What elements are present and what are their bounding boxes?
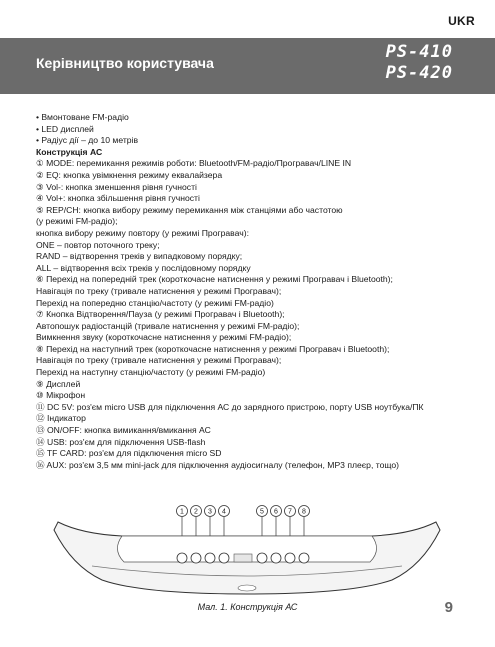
callout-label: 6 xyxy=(274,508,278,516)
rep-ch-button[interactable] xyxy=(257,553,267,563)
callout-label: 4 xyxy=(222,508,226,516)
play-pause-button[interactable] xyxy=(285,553,295,563)
eq-button[interactable] xyxy=(191,553,201,563)
front-port xyxy=(238,585,256,591)
spec-line: Навігація по треку (тривале натиснення у режимі Програвач); xyxy=(36,285,282,296)
spec-line: Вимкнення звуку (короткочасне натиснення у режимі FM-радіо); xyxy=(36,332,292,343)
spec-line: ④ Vol+: кнопка збільшення рівня гучності xyxy=(36,193,200,204)
model-name-ps420: PS-420 xyxy=(385,63,453,83)
spec-line: ⑨ Дисплей xyxy=(36,378,81,389)
spec-line: ⑪ DC 5V: роз'єм micro USB для підключення АС до зарядного пристрою, порту USB ноутбука/ПК xyxy=(36,401,424,412)
spec-line: ① MODE: перемикання режимів роботи: Bluetooth/FM-радіо/Програвач/LINE IN xyxy=(36,158,352,169)
page-number: 9 xyxy=(444,599,453,616)
spec-line: ⑧ Перехід на наступний трек (короткочасне натиснення у режимі Програвач і Bluetooth); xyxy=(36,343,390,354)
spec-line: ⑤ REP/CH: кнопка вибору режиму перемикання між станціями або частотою xyxy=(36,204,343,215)
spec-line: ⑥ Перехід на попередній трек (короткочасне натиснення у режимі Програвач і Bluetooth); xyxy=(36,274,393,285)
language-code: UKR xyxy=(448,14,475,28)
spec-line: ONE – повтор поточного треку; xyxy=(36,239,160,250)
feature-item: • Радіус дії – до 10 метрів xyxy=(36,135,139,146)
callout-label: 2 xyxy=(194,508,198,516)
prev-track-button[interactable] xyxy=(271,553,281,563)
callout-label: 1 xyxy=(180,508,184,516)
spec-line: ⑬ ON/OFF: кнопка вимикання/вмикання АС xyxy=(36,425,211,436)
feature-item: • Вмонтоване FM-радіо xyxy=(36,112,129,122)
spec-line: Автопошук радіостанцій (тривале натиснення у режимі FM-радіо); xyxy=(36,320,300,331)
spec-line: ⑭ USB: роз'єм для підключення USB-flash xyxy=(36,436,206,447)
callout-label: 5 xyxy=(260,508,264,516)
spec-line: (у режимі FM-радіо); xyxy=(36,216,118,227)
spec-line: ⑩ Мікрофон xyxy=(36,390,86,401)
spec-line: ALL – відтворення всіх треків у послідовному порядку xyxy=(36,262,251,273)
manual-title: Керівництво користувача xyxy=(36,55,214,71)
callout-label: 8 xyxy=(302,508,306,516)
spec-line: кнопка вибору режиму повтору (у режимі Програвач): xyxy=(36,227,249,238)
model-name-ps410: PS-410 xyxy=(385,42,453,62)
manual-body xyxy=(36,112,466,471)
spec-line: ⑯ AUX: роз'єм 3,5 мм mini-jack для підключення аудіосигналу (телефон, MP3 плеєр, тощо) xyxy=(36,459,399,470)
display-window xyxy=(234,554,252,562)
vol-down-button[interactable] xyxy=(205,553,215,563)
figure-caption: Мал. 1. Конструкція АС xyxy=(197,602,298,612)
spec-line: ③ Vol-: кнопка зменшення рівня гучності xyxy=(36,181,197,192)
feature-item: • LED дисплей xyxy=(36,123,94,134)
spec-line: RAND – відтворення треків у випадковому порядку; xyxy=(36,251,243,262)
spec-line: Навігація по треку (тривале натиснення у режимі Програвач); xyxy=(36,355,282,366)
model-names xyxy=(386,42,453,84)
spec-line: Перехід на наступну станцію/частоту (у режимі FM-радіо) xyxy=(36,367,266,378)
construction-heading: Конструкція АС xyxy=(36,146,103,157)
speaker-diagram xyxy=(52,500,442,600)
callout-label: 7 xyxy=(288,508,292,516)
spec-line: ⑫ Індикатор xyxy=(36,413,86,424)
spec-line: ② EQ: кнопка увімкнення режиму еквалайзера xyxy=(36,169,223,180)
header-banner xyxy=(0,38,495,94)
vol-up-button[interactable] xyxy=(219,553,229,563)
callout-label: 3 xyxy=(208,508,212,516)
spec-line: ⑦ Кнопка Відтворення/Пауза (у режимі Програвач і Bluetooth); xyxy=(36,309,285,320)
spec-line: ⑮ TF CARD: роз'єм для підключення micro SD xyxy=(36,448,222,459)
mode-button[interactable] xyxy=(177,553,187,563)
next-track-button[interactable] xyxy=(299,553,309,563)
spec-line: Перехід на попередню станцію/частоту (у режимі FM-радіо) xyxy=(36,297,274,308)
